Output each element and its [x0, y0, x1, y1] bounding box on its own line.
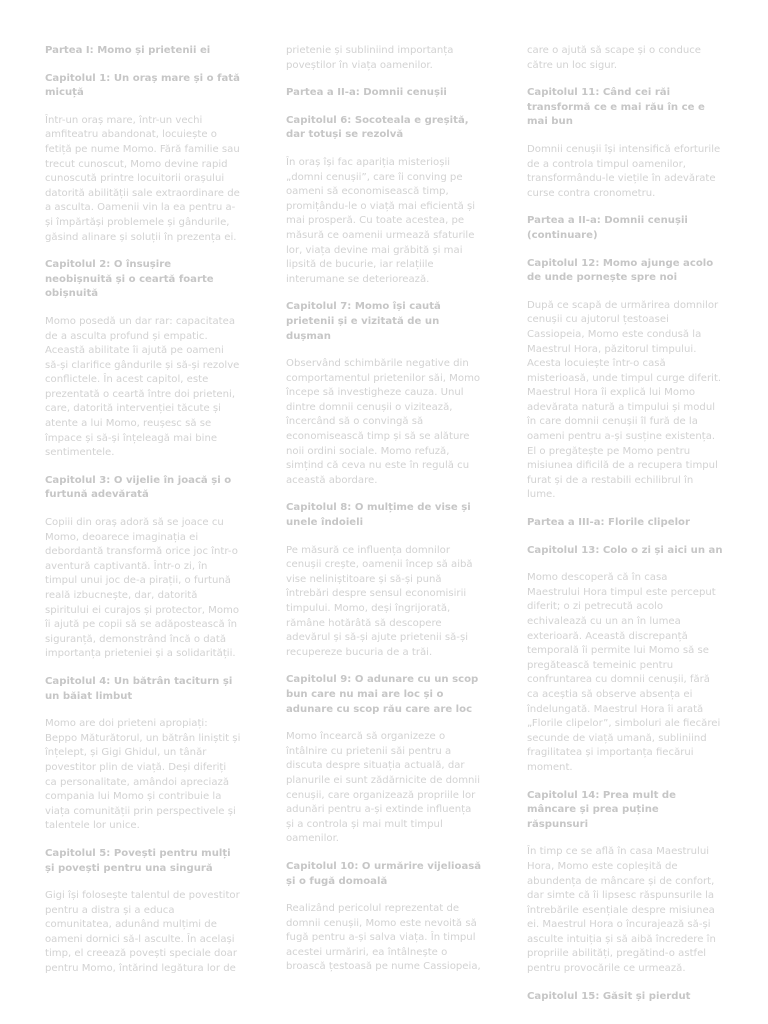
chapter-heading: Capitolul 13: Colo o zi și aici un an [527, 544, 723, 556]
paragraph: Domnii cenușii își intensifică eforturile de a controla timpul oamenilor, transformându-le viețile în adevărate curse contra cronometru. [527, 143, 721, 199]
part-heading: Partea a II-a: Domnii cenușii (continuare) [527, 215, 688, 241]
chapter-heading: Capitolul 4: Un bătrân taciturn și un băiat limbut [45, 675, 233, 702]
chapter-heading: Capitolul 7: Momo își caută prietenii și e vizitată de un dușman [286, 301, 441, 342]
chapter-heading: Capitolul 5: Povești pentru mulți și povești pentru una singură [45, 847, 231, 874]
chapter-heading: Capitolul 14: Prea mult de mâncare și prea puține răspunsuri [527, 789, 677, 830]
paragraph: Într-un oraș mare, într-un vechi amfiteatru abandonat, locuiește o fetiță pe nume Momo. Fără familie sau trecut cunoscut, Momo devine rapid cunoscută printre locuitorii orașului datorită abilității sale extraordinare de a asculta. Oamenii vin la ea pentru a-și împărtăși problemele și gândurile, găsind alinare și soluții în prezența ei. [45, 114, 240, 243]
paragraph: care o ajută să scape și o conduce către un loc sigur. [527, 45, 702, 71]
paragraph: Gigi își folosește talentul de povestitor pentru a distra și a educa comunitatea, adunând mulțimi de oameni dornici să-l asculte. În același timp, el creează povești speciale doar pentru Momo, întărind legătura lor de [45, 890, 240, 975]
part-heading: Partea a III-a: Florile clipelor [527, 517, 690, 529]
chapter-heading: Capitolul 8: O mulțime de vise și unele îndoieli [286, 502, 471, 529]
part-heading: Partea a II-a: Domnii cenușii [286, 87, 447, 99]
chapter-heading: Capitolul 11: Când cei răi transformă ce e mai rău în ce e mai bun [527, 87, 705, 128]
chapter-heading: Capitolul 15: Găsit și pierdut [527, 990, 691, 1002]
paragraph: În oraș își fac apariția misterioșii „domni cenușii”, care îi conving pe oameni să economisească timp, promițându-le o viață mai eficientă și mai prosperă. Cu toate acestea, pe măsură ce oamenii urmează sfaturile lor, viața devine mai grăbită și mai lipsită de bucurie, iar relațiile interumane se deteriorează. [286, 156, 476, 285]
paragraph: prietenie și subliniind importanța poveștilor în viața oamenilor. [286, 45, 454, 71]
paragraph: Realizând pericolul reprezentat de domnii cenușii, Momo este nevoită să fugă pentru a-și salva viața. În timpul acestei urmăriri, ea întâlnește o broască țestoasă pe nume Cassiopeia, [286, 903, 481, 973]
chapter-heading: Capitolul 12: Momo ajunge acolo de unde pornește spre noi [527, 257, 714, 284]
chapter-heading: Capitolul 10: O urmărire vijelioasă și o fugă domoală [286, 860, 482, 887]
paragraph: Copiii din oraș adoră să se joace cu Momo, deoarece imaginația ei debordantă transformă orice joc într-o aventură captivantă. Într-o zi, în timpul unui joc de-a pirații, o furtună reală izbucnește, dar, datorită spiritului ei curajos și protector, Momo îi ajută pe copii să se adăpostească în siguranță, demonstrând încă o dată importanța prieteniei și a solidarității. [45, 517, 240, 660]
paragraph: Momo încearcă să organizeze o întâlnire cu prietenii săi pentru a discuta despre situația actuală, dar planurile ei sunt zădărnicite de domnii cenușii, care organizează propriile lor adunări pentru a-și extinde influența și a controla și mai mult timpul oamenilor. [286, 731, 481, 845]
paragraph: După ce scapă de urmărirea domnilor cenușii cu ajutorul țestoasei Cassiopeia, Momo este condusă la Maestrul Hora, păzitorul timpului. Acesta locuiește într-o casă misterioasă, unde timpul curge diferit. Maestrul Hora îi explică lui Momo adevărata natură a timpului și modul în care domnii cenușii îl fură de la oameni pentru a-și susține existența. El o pregătește pe Momo pentru misiunea dificilă de a recupera timpul furat și de a restabili echilibrul în lume. [527, 299, 722, 501]
part-heading: Partea I: Momo și prietenii ei [45, 45, 211, 56]
chapter-heading: Capitolul 3: O vijelie în joacă și o furtună adevărată [45, 474, 232, 501]
chapter-heading: Capitolul 6: Socoteala e greșită, dar totuși se rezolvă [286, 114, 469, 141]
paragraph: Momo are doi prieteni apropiați: Beppo Măturătorul, un bătrân liniștit și înțelept, și Gigi Ghidul, un tânăr povestitor plin de viață. Deși diferiți ca personalitate, amândoi apreciază compania lui Momo și contribuie la viața comunității prin perspectivele și talentele lor unice. [45, 718, 241, 832]
chapter-heading: Capitolul 1: Un oraș mare și o fată micuță [45, 72, 240, 99]
chapter-heading: Capitolul 9: O adunare cu un scop bun care nu mai are loc și o adunare cu scop rău care are loc [286, 674, 479, 715]
text-column-3 [527, 44, 723, 1017]
paragraph: Momo descoperă că în casa Maestrului Hora timpul este perceput diferit; o zi petrecută acolo echivalează cu un an în lumea exterioară. Această discrepanță temporală îi permite lui Momo să se pregătească temeinic pentru confruntarea cu domnii cenușii, fără ca aceștia să observe absența ei îndelungată. Maestrul Hora îi arată „Florile clipelor”, simboluri ale fiecărei secunde de viață umană, subliniind fragilitatea și importanța fiecărui moment. [527, 572, 721, 773]
text-column-2 [286, 44, 482, 988]
paragraph: Observând schimbările negative din comportamentul prietenilor săi, Momo începe să investigheze cauza. Unul dintre domnii cenușii o vizitează, încercând să o convingă să economisească timp și să se alăture noii ordini sociale. Momo refuză, simțind că ceva nu este în regulă cu această abordare. [286, 358, 481, 486]
paragraph: Momo posedă un dar rar: capacitatea de a asculta profund și empatic. Această abilitate îi ajută pe oameni să-și clarifice gândurile și să-și rezolve conflictele. În acest capitol, este prezentată o ceartă între doi prieteni, care, datorită intervenției tăcute și atente a lui Momo, reușesc să se împace și să-și înțeleagă mai bine sentimentele. [45, 315, 240, 459]
chapter-heading: Capitolul 2: O însușire neobișnuită și o ceartă foarte obișnuită [45, 259, 214, 300]
paragraph: În timp ce se află în casa Maestrului Hora, Momo este copleșită de abundența de mâncare și de confort, dar simte că îi lipsesc răspunsurile la întrebările esențiale despre misiunea ei. Maestrul Hora o încurajează să-și asculte intuiția și să aibă încredere în propriile abilități, pregătind-o astfel pentru provocările ce urmează. [527, 846, 716, 975]
paragraph: Pe măsură ce influența domnilor cenușii crește, oamenii încep să aibă vise neliniștitoare și să-și pună întrebări despre sensul economisirii timpului. Momo, deși îngrijorată, rămâne hotărâtă să descopere adevărul și să-și ajute prietenii să-și recupereze bucuria de a trăi. [286, 544, 473, 658]
text-column-1 [45, 44, 241, 990]
